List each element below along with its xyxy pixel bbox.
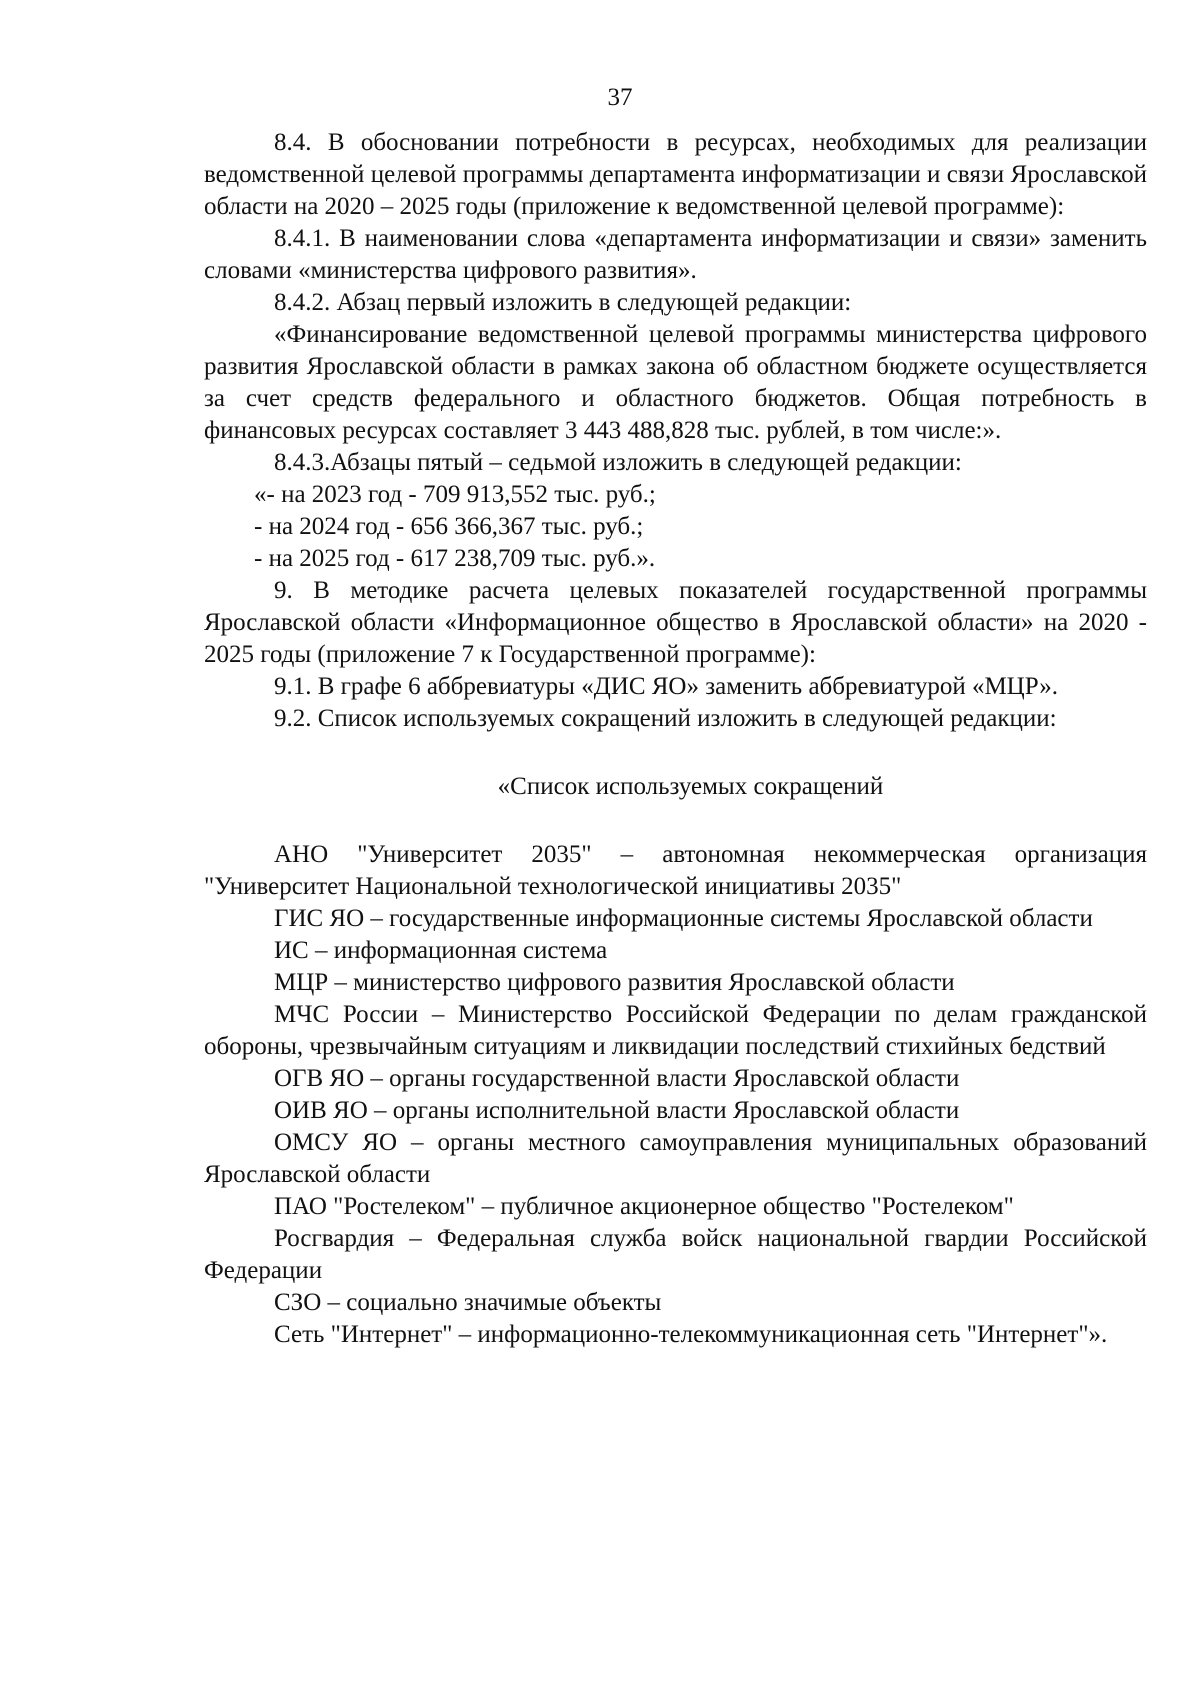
page-number: 37 [607, 84, 633, 111]
paragraph-8-4-3: 8.4.3.Абзацы пятый – седьмой изложить в следующей редакции: [274, 449, 962, 476]
paragraph-financing-quote: «Финансирование ведомственной целевой программы министерства цифрового развития Ярославской области в рамках закона об областном бюджете осуществляется за счет средств федерального и областного бюджетов. Общая потребность в финансовых ресурсах составляет 3 443 488,828 тыс. рублей, в том числе:». [204, 321, 1147, 444]
abbreviation-entry: ГИС ЯО – государственные информационные системы Ярославской области [274, 905, 1093, 932]
paragraph-9: 9. В методике расчета целевых показателей государственной программы Ярославской области «Информационное общество в Ярославской области» на 2020 - 2025 годы (приложение 7 к Государственной программе): [204, 577, 1147, 668]
abbreviation-entry: ОГВ ЯО – органы государственной власти Ярославской области [274, 1065, 960, 1092]
paragraph-8-4-1: 8.4.1. В наименовании слова «департамента информатизации и связи» заменить словами «министерства цифрового развития». [204, 225, 1147, 284]
abbreviation-entry: Росгвардия – Федеральная служба войск национальной гвардии Российской Федерации [204, 1225, 1147, 1284]
paragraph-9-2: 9.2. Список используемых сокращений изложить в следующей редакции: [274, 705, 1057, 732]
spacer [204, 803, 1147, 839]
list-item-2023: «- на 2023 год - 709 913,552 тыс. руб.; [254, 481, 656, 508]
list-item-2024: - на 2024 год - 656 366,367 тыс. руб.; [254, 513, 644, 540]
paragraph-9-1: 9.1. В графе 6 аббревиатуры «ДИС ЯО» заменить аббревиатурой «МЦР». [274, 673, 1059, 700]
abbreviation-entry: Сеть "Интернет" – информационно-телекоммуникационная сеть "Интернет"». [274, 1321, 1108, 1348]
abbreviation-entry: АНО "Университет 2035" – автономная некоммерческая организация "Университет Национальной технологической инициативы 2035" [204, 841, 1147, 900]
abbreviation-entry: ОМСУ ЯО – органы местного самоуправления муниципальных образований Ярославской области [204, 1129, 1147, 1188]
abbreviation-entry: ПАО "Ростелеком" – публичное акционерное общество "Ростелеком" [274, 1193, 1014, 1220]
abbreviation-entry: МЧС России – Министерство Российской Федерации по делам гражданской обороны, чрезвычайным ситуациям и ликвидации последствий стихийных бедствий [204, 1001, 1147, 1060]
paragraph-8-4: 8.4. В обосновании потребности в ресурсах, необходимых для реализации ведомственной целевой программы департамента информатизации и связи Ярославской области на 2020 – 2025 годы (приложение к ведомственной целевой программе): [204, 129, 1147, 220]
abbreviation-entry: ИС – информационная система [274, 937, 608, 964]
paragraph-8-4-2: 8.4.2. Абзац первый изложить в следующей редакции: [274, 289, 852, 316]
abbreviation-entry: СЗО – социально значимые объекты [274, 1289, 662, 1316]
list-item-2025: - на 2025 год - 617 238,709 тыс. руб.». [254, 545, 656, 572]
abbreviation-entry: МЦР – министерство цифрового развития Ярославской области [274, 969, 955, 996]
document-body [204, 127, 1147, 1351]
abbreviations-heading: «Список используемых сокращений [497, 773, 884, 800]
spacer [204, 735, 1147, 771]
abbreviation-entry: ОИВ ЯО – органы исполнительной власти Ярославской области [274, 1097, 960, 1124]
